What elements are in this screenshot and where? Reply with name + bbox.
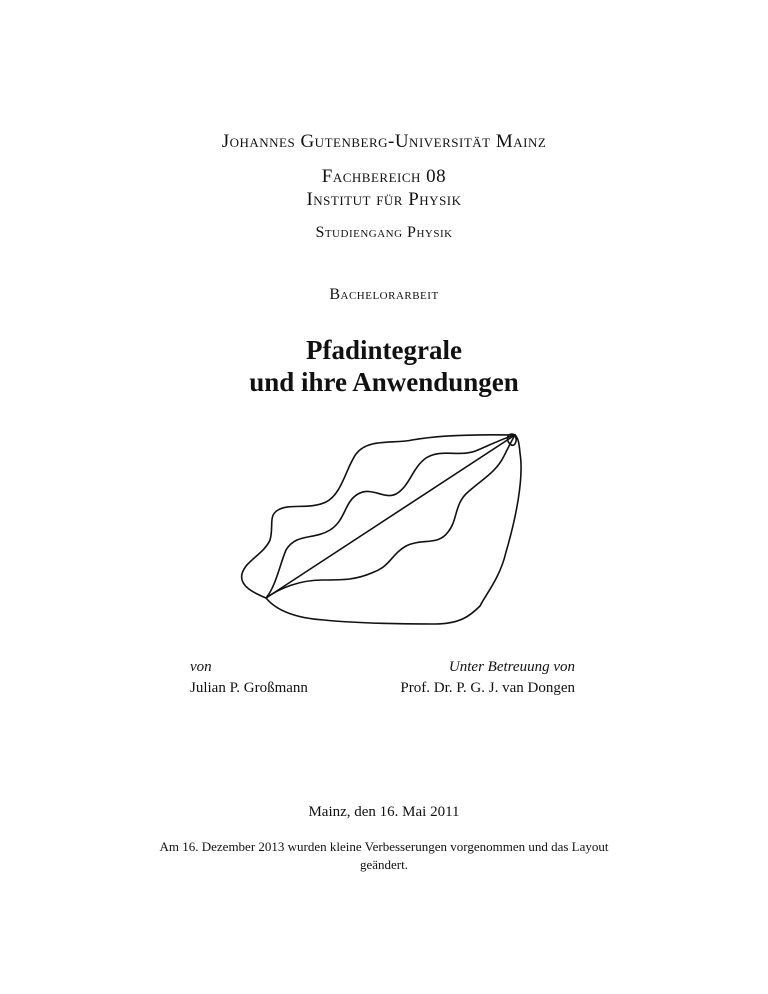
revision-note-line1: Am 16. Dezember 2013 wurden kleine Verbesserungen vorgenommen und das Layout (159, 839, 609, 854)
thesis-title-line2: und ihre Anwendungen (249, 367, 519, 397)
submission-date: Mainz, den 16. Mai 2011 (308, 804, 460, 820)
supervisor-name: Prof. Dr. P. G. J. van Dongen (400, 680, 575, 696)
path-integral-figure (234, 428, 528, 630)
author-label: von (190, 659, 212, 675)
revision-note (0, 838, 768, 874)
department-name: Fachbereich 08 (321, 166, 447, 187)
outer-lower-path (266, 434, 521, 624)
outer-upper-path (242, 435, 515, 598)
institute-name: Institut für Physik (306, 189, 462, 210)
study-program: Studiengang Physik (315, 224, 453, 241)
thesis-type: Bachelorarbeit (329, 286, 439, 303)
author-block (190, 657, 308, 699)
supervisor-block (400, 657, 575, 699)
thesis-title-line1: Pfadintegrale (306, 335, 462, 365)
supervisor-label: Unter Betreuung von (448, 659, 575, 675)
revision-note-line2: geändert. (359, 857, 408, 872)
university-name: Johannes Gutenberg-Universität Mainz (221, 131, 547, 152)
straight-path-line (266, 435, 515, 598)
author-name: Julian P. Großmann (190, 680, 308, 696)
